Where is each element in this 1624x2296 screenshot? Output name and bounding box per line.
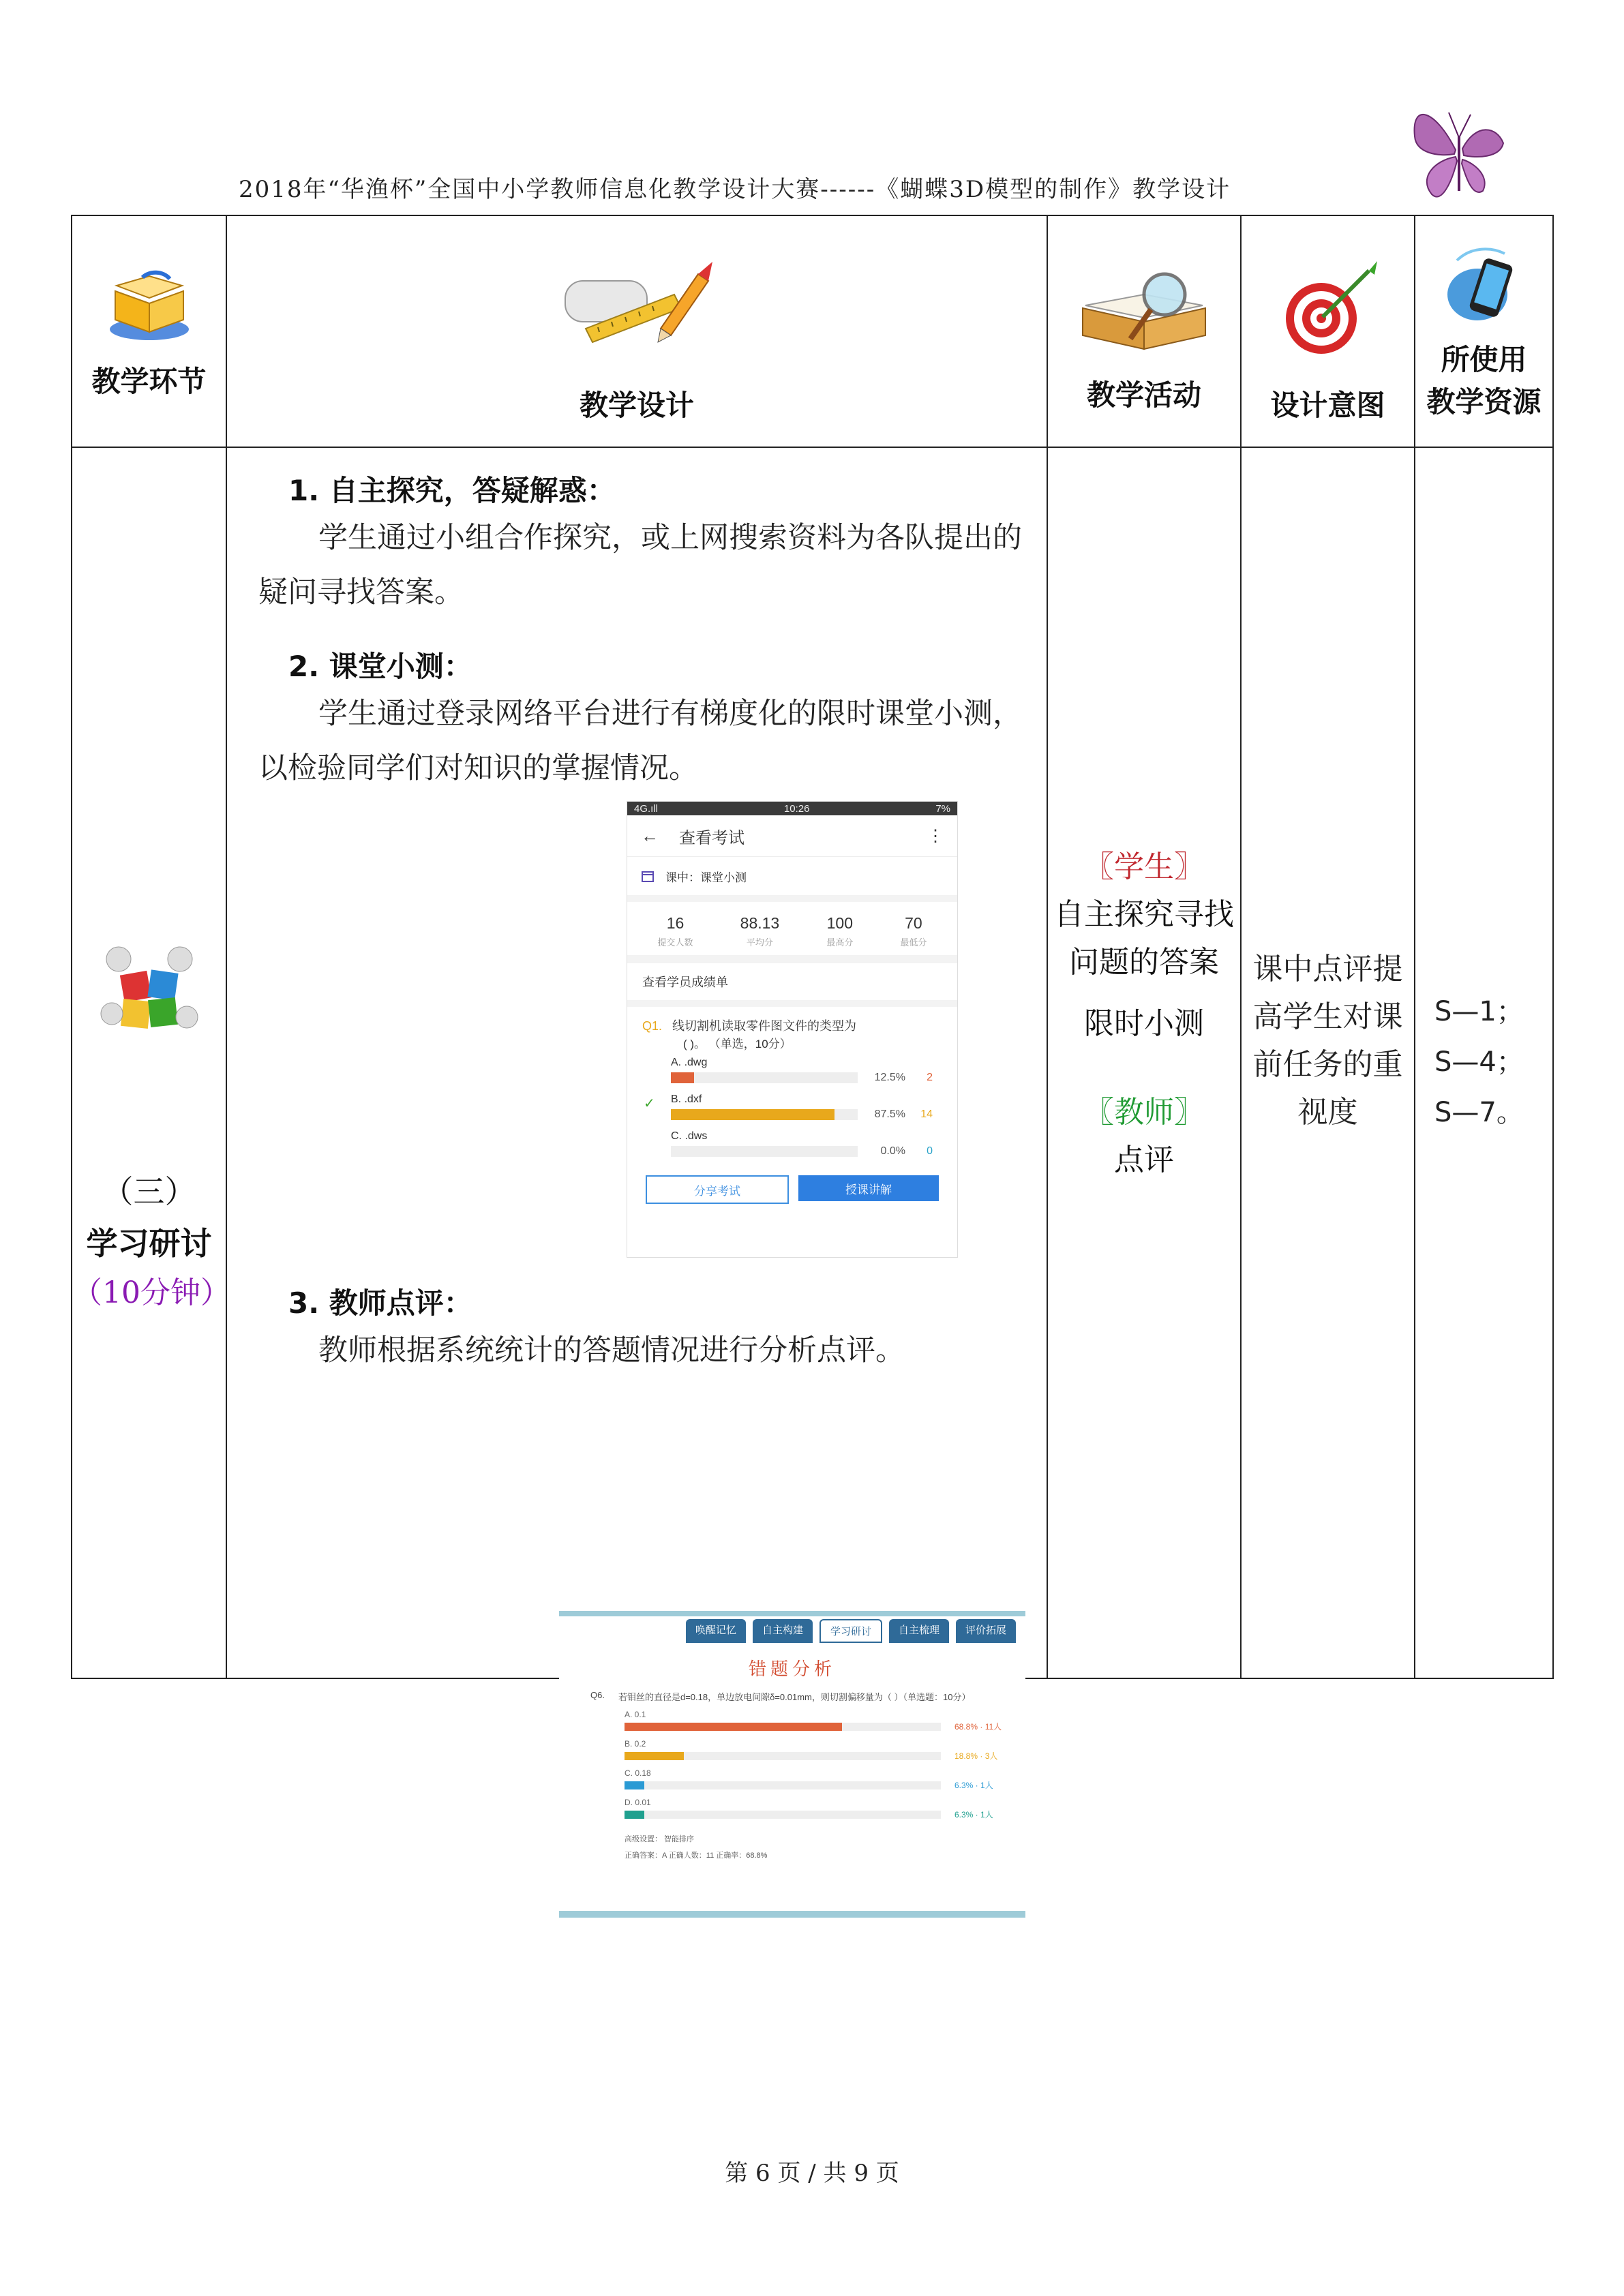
header-cell-intent [1241,215,1415,447]
column-header-stage: 教学环节 [91,365,207,398]
header-cell-activity [1047,215,1241,447]
option-percent: 12.5% [874,1072,905,1083]
intent-line-3: 前任务的重 [1252,1047,1403,1082]
header-cell-design [226,215,1047,447]
error-analysis-title: 错题分析 [748,1659,836,1679]
resources-cell [1415,447,1553,1678]
tab-self-build[interactable]: 自主构建 [753,1619,813,1643]
lesson-table [71,215,1554,1860]
intent-cell [1241,447,1415,1678]
error-bar-fill [625,1723,842,1731]
option-a [627,1051,957,1088]
phone-buttons [627,1162,957,1218]
error-question-text: 若钼丝的直径是d=0.18，单边放电间隙δ=0.01mm，则切割偏移量为（ ）（单选题：10分） [618,1692,971,1702]
question-sub: ( )。 （单选，10分） [683,1038,792,1051]
option-b [627,1088,957,1125]
back-arrow-icon[interactable]: ← [641,825,659,846]
stat-average [740,914,780,948]
resource-line-3: S—7。 [1434,1097,1524,1128]
book-icon [102,264,197,346]
exam-label: 课中：课堂小测 [665,871,747,884]
teacher-tag: 〖教师〗 [1084,1095,1204,1130]
lecture-explain-button[interactable]: 授课讲解 [798,1175,939,1201]
share-exam-button[interactable]: 分享考试 [646,1175,789,1204]
error-option-label: A. 0.1 [625,1710,646,1719]
student-line-1: 自主探究寻找 [1054,897,1234,932]
stat-submitted [658,914,693,948]
question-text: 线切割机读取零件图文件的类型为 [672,1019,857,1033]
error-option-label: D. 0.01 [625,1798,651,1807]
error-option-b [559,1732,1025,1762]
error-bar [625,1723,941,1731]
section-heading-3: 3. 教师点评： [288,1286,472,1320]
stage-cell [72,447,230,1678]
error-footer [559,1820,1025,1864]
option-label: A. .dwg [671,1057,708,1068]
stat-label: 最高分 [826,937,854,948]
section-heading-2: 2. 课堂小测： [288,650,472,683]
tab-recall[interactable]: 唤醒记忆 [686,1619,746,1643]
option-c [627,1125,957,1162]
target-icon [1274,257,1383,359]
stat-lowest [900,914,927,948]
error-option-value: 6.3% · 1人 [954,1781,993,1790]
error-footer-line1: 高级设置： 智能排序 [625,1835,695,1843]
stat-value: 70 [905,914,922,932]
option-count: 0 [927,1145,933,1157]
intent-line-2: 高学生对课 [1252,999,1403,1034]
option-bar [671,1146,858,1157]
stage-time: （10分钟） [72,1275,230,1310]
error-option-a [559,1703,1025,1732]
header-cell-resources [1415,215,1553,447]
stat-label: 平均分 [746,937,773,948]
column-header-resources-line1: 所使用 [1441,343,1527,376]
tab-study[interactable]: 学习研讨 [819,1619,882,1643]
error-option-value: 18.8% · 3人 [954,1751,998,1761]
column-header-design: 教学设计 [579,389,694,422]
section-text-3: 教师根据系统统计的答题情况进行分析点评。 [318,1333,905,1368]
calendar-icon [641,869,655,883]
smartphone-icon [1437,240,1532,329]
resource-line-2: S—4； [1434,1046,1524,1078]
error-tabs [559,1616,1025,1643]
student-scores-link[interactable]: 查看学员成绩单 [627,963,957,1007]
status-battery: 7% [935,802,950,815]
error-bar-row [559,1807,1025,1820]
error-option-d [559,1791,1025,1820]
option-bar [671,1109,858,1120]
stat-label: 最低分 [900,937,927,948]
stat-value: 16 [666,914,685,932]
question-row [627,1007,957,1051]
status-time: 10:26 [783,802,810,815]
header-cell-stage [72,215,226,447]
column-header-resources [1415,339,1552,423]
resources-content [1434,986,1524,1138]
exam-stats [627,902,957,963]
error-bar-fill [625,1781,644,1789]
option-bar-fill [671,1072,694,1083]
error-footer-line2: 正确答案：A 正确人数：11 正确率：68.8% [625,1852,768,1860]
design-cell [226,447,1047,1860]
option-bar [671,1072,858,1083]
stage-number: （三） [102,1173,196,1210]
error-bar-fill [625,1752,684,1760]
option-bar-row [627,1143,957,1162]
error-question [559,1680,1025,1703]
tab-evaluate[interactable]: 评价拓展 [956,1619,1016,1643]
section-heading-1: 1. 自主探究，答疑解惑： [288,474,616,507]
error-question-id: Q6. [590,1690,605,1700]
book-magnifier-icon [1076,267,1212,356]
intent-line-4: 视度 [1297,1095,1358,1130]
option-label: B. .dxf [671,1093,702,1105]
status-signal: 4G.ıll [634,802,659,815]
option-label: C. .dws [671,1130,708,1142]
section-text-1: 学生通过小组合作探究，或上网搜索资料为各队提出的疑问寻找答案。 [258,521,1022,609]
error-bar-fill [625,1811,644,1819]
stat-value: 88.13 [740,914,780,932]
more-menu-icon[interactable]: ⋮ [927,826,944,845]
error-bar [625,1752,941,1760]
exam-label-row [627,857,957,902]
stage-label [72,1167,230,1312]
option-count: 2 [927,1072,933,1083]
error-bar [625,1781,941,1789]
document-title: 2018年“华渔杯”全国中小学教师信息化教学设计大赛------《蝴蝶3D模型的制作》教学设计 [239,176,1231,203]
intent-content [1242,946,1414,1136]
error-option-label: B. 0.2 [625,1739,646,1749]
page-footer: 第 6 页 / 共 9 页 [725,2160,899,2187]
teacher-line-1: 点评 [1114,1143,1174,1177]
column-header-activity: 教学活动 [1086,378,1201,412]
error-analysis-screenshot [559,1611,1025,1918]
student-line-3: 限时小测 [1084,1006,1204,1041]
question-id: Q1. [642,1019,663,1033]
student-tag: 〖学生〗 [1084,849,1204,884]
column-header-intent: 设计意图 [1270,389,1385,422]
intent-line-1: 课中点评提 [1252,952,1403,986]
option-bar-fill [671,1109,834,1120]
quiz-results-screenshot [627,801,958,1258]
app-bar-title: 查看考试 [679,828,745,847]
stat-label: 提交人数 [657,937,693,948]
student-line-2: 问题的答案 [1069,945,1219,980]
stage-name: 学习研讨 [86,1225,212,1262]
phone-app-bar [627,815,957,857]
error-bar-row [559,1778,1025,1791]
ruler-pencil-icon [558,254,715,356]
error-option-value: 6.3% · 1人 [954,1810,993,1819]
column-header-resources-line2: 教学资源 [1426,385,1542,419]
option-bar-row [627,1106,957,1125]
butterfly-logo-icon [1408,95,1510,205]
error-option-value: 68.8% · 11人 [954,1722,1002,1732]
activity-content [1048,843,1240,1184]
option-percent: 87.5% [874,1108,905,1120]
error-option-label: C. 0.18 [625,1768,651,1778]
error-bar-row [559,1719,1025,1732]
correct-check-icon: ✓ [644,1096,655,1111]
stat-highest [826,914,853,948]
activity-cell [1047,447,1241,1678]
tab-review[interactable]: 自主梳理 [889,1619,949,1643]
error-bar [625,1811,941,1819]
phone-status-bar [627,802,957,815]
section-text-2: 学生通过登录网络平台进行有梯度化的限时课堂小测，以检验同学们对知识的掌握情况。 [258,697,1022,785]
resource-line-1: S—1； [1434,996,1524,1027]
option-bar-row [627,1069,957,1088]
stat-value: 100 [826,914,853,932]
team-puzzle-icon [91,932,207,1048]
option-count: 14 [920,1108,933,1120]
error-option-c [559,1762,1025,1791]
error-bar-row [559,1749,1025,1762]
option-percent: 0.0% [880,1145,905,1157]
